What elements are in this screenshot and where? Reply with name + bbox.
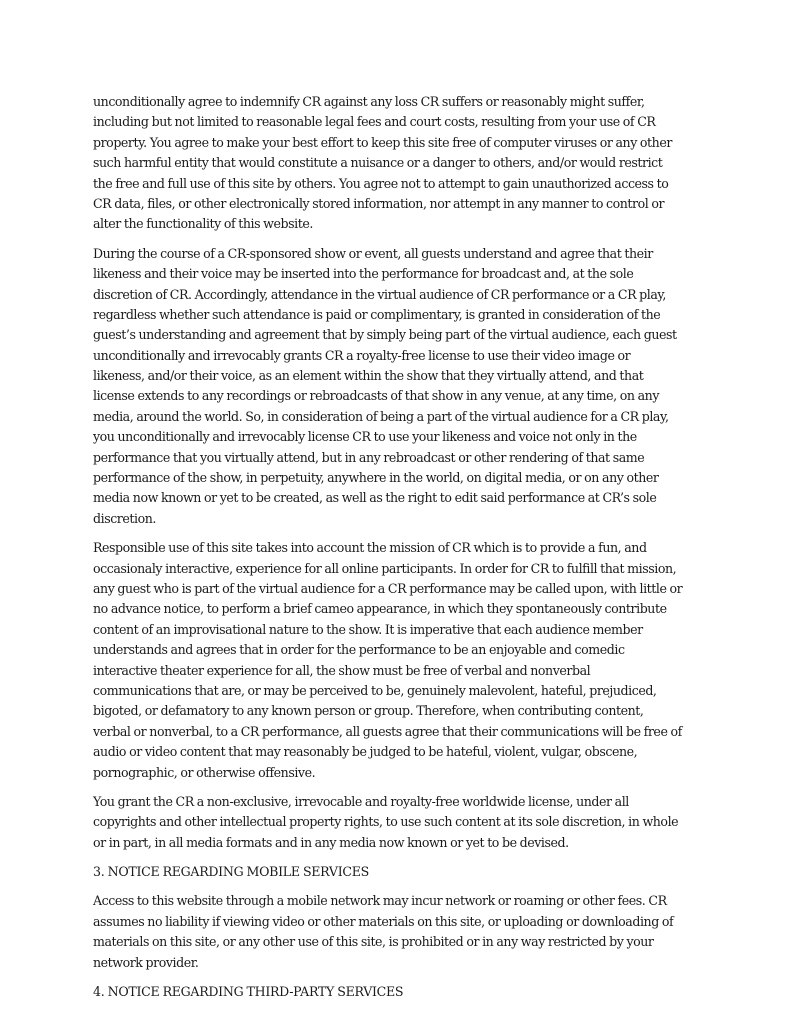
text-line: copyrights and other intellectual property rights, to use such content at its sole discretion, in whole: [93, 814, 679, 830]
text-line: likeness, and/or their voice, as an element within the show that they virtually attend, and that: [93, 368, 644, 384]
text-line: performance of the show, in perpetuity, anywhere in the world, on digital media, or on any other: [93, 470, 659, 486]
document-page: [93, 92, 713, 1011]
text-line: discretion.: [93, 510, 156, 526]
text-line: network provider.: [93, 954, 199, 970]
text-line: content of an improvisational nature to the show. It is imperative that each audience member: [93, 621, 643, 637]
text-line: any guest who is part of the virtual audience for a CR performance may be called upon, with little or: [93, 580, 683, 596]
text-line: including but not limited to reasonable legal fees and court costs, resulting from your use of CR: [93, 114, 656, 130]
text-line: audio or video content that may reasonably be judged to be hateful, violent, vulgar, obscene,: [93, 744, 638, 760]
text-line: media now known or yet to be created, as well as the right to edit said performance at CR’s sole: [93, 490, 657, 506]
paragraph-likeness-license: [93, 244, 713, 529]
text-line: understands and agrees that in order for the performance to be an enjoyable and comedic: [93, 642, 625, 658]
text-line: license extends to any recordings or rebroadcasts of that show in any venue, at any time, on any: [93, 388, 659, 404]
section-heading-third-party-services: 4. NOTICE REGARDING THIRD-PARTY SERVICES: [93, 984, 404, 1000]
text-line: you unconditionally and irrevocably license CR to use your likeness and voice not only in the: [93, 429, 637, 445]
text-line: or in part, in all media formats and in any media now known or yet to be devised.: [93, 834, 569, 850]
text-line: guest’s understanding and agreement that by simply being part of the virtual audience, each guest: [93, 327, 677, 343]
text-line: no advance notice, to perform a brief cameo appearance, in which they spontaneously contribute: [93, 601, 667, 617]
text-line: materials on this site, or any other use of this site, is prohibited or in any way restricted by your: [93, 934, 654, 950]
paragraph-responsible-use: [93, 538, 713, 783]
text-line: CR data, files, or other electronically stored information, nor attempt in any manner to control or: [93, 195, 665, 211]
text-line: communications that are, or may be perceived to be, genuinely malevolent, hateful, prejudiced,: [93, 682, 657, 698]
text-line: verbal or nonverbal, to a CR performance, all guests agree that their communications will be free of: [93, 723, 682, 739]
text-line: likeness and their voice may be inserted into the performance for broadcast and, at the sole: [93, 266, 634, 282]
paragraph-indemnification: [93, 92, 713, 235]
text-line: unconditionally agree to indemnify CR against any loss CR suffers or reasonably might suffer,: [93, 94, 645, 109]
section-heading-mobile-services: 3. NOTICE REGARDING MOBILE SERVICES: [93, 864, 369, 880]
text-line: assumes no liability if viewing video or other materials on this site, or uploading or downloading of: [93, 913, 674, 929]
text-line: Access to this website through a mobile network may incur network or roaming or other fees. CR: [93, 893, 667, 909]
text-line: performance that you virtually attend, but in any rebroadcast or other rendering of that same: [93, 449, 645, 465]
text-line: bigoted, or defamatory to any known person or group. Therefore, when contributing content,: [93, 703, 644, 719]
text-line: You grant the CR a non-exclusive, irrevocable and royalty-free worldwide license, under all: [93, 793, 629, 809]
paragraph-content-license: [93, 792, 713, 853]
text-line: pornographic, or otherwise offensive.: [93, 764, 316, 780]
text-line: property. You agree to make your best effort to keep this site free of computer viruses or any other: [93, 134, 672, 150]
text-line: alter the functionality of this website.: [93, 216, 313, 232]
text-line: Responsible use of this site takes into account the mission of CR which is to provide a fun, and: [93, 540, 647, 556]
text-line: occasionaly interactive, experience for all online participants. In order for CR to fulfill that mission,: [93, 560, 677, 576]
text-line: media, around the world. So, in consideration of being a part of the virtual audience for a CR play,: [93, 408, 669, 424]
paragraph-mobile-services: [93, 891, 713, 973]
text-line: unconditionally and irrevocably grants CR a royalty-free license to use their video image or: [93, 347, 631, 363]
text-line: such harmful entity that would constitute a nuisance or a danger to others, and/or would restrict: [93, 155, 663, 171]
text-line: regardless whether such attendance is paid or complimentary, is granted in consideration of the: [93, 306, 661, 322]
text-line: interactive theater experience for all, the show must be free of verbal and nonverbal: [93, 662, 591, 678]
text-line: During the course of a CR-sponsored show or event, all guests understand and agree that their: [93, 245, 653, 261]
text-line: discretion of CR. Accordingly, attendance in the virtual audience of CR performance or a CR play,: [93, 286, 666, 302]
text-line: the free and full use of this site by others. You agree not to attempt to gain unauthorized access to: [93, 175, 669, 191]
